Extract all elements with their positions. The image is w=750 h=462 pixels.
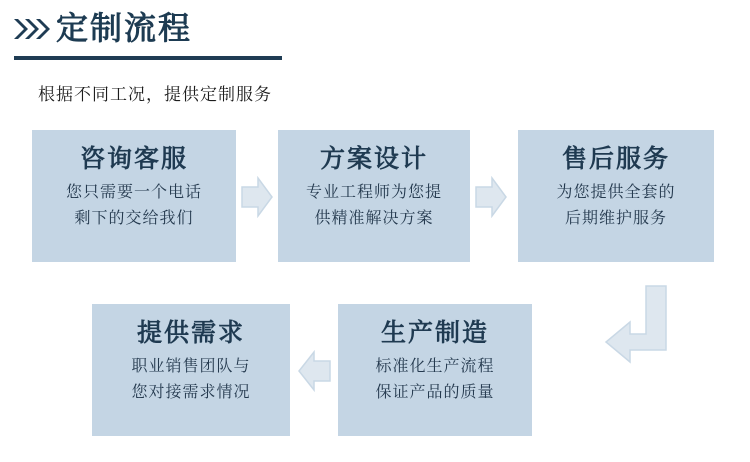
page-subtitle: 根据不同工况，提供定制服务 xyxy=(38,85,272,104)
arrow-down-left-icon xyxy=(604,284,670,374)
page-title: 定制流程 xyxy=(56,10,193,46)
flow-step-title: 咨询客服 xyxy=(79,145,188,173)
flow-step-box xyxy=(338,304,532,436)
flow-step-description-line: 职业销售团队与 xyxy=(131,358,251,375)
arrow-right-icon xyxy=(240,176,274,218)
triple-chevron-right-icon xyxy=(14,18,54,40)
flow-step-description xyxy=(278,180,470,232)
flow-step-box xyxy=(92,304,290,436)
flow-step-title: 生产制造 xyxy=(380,319,489,347)
flow-step-description xyxy=(518,180,714,232)
flow-step-description xyxy=(92,354,290,406)
flow-step-description xyxy=(32,180,236,232)
flow-step-box xyxy=(32,130,236,262)
page-header xyxy=(0,0,750,62)
arrow-left-icon xyxy=(296,350,332,392)
flow-step-box xyxy=(518,130,714,262)
flow-step-description-line: 为您提供全套的 xyxy=(556,184,676,201)
flow-step-title: 方案设计 xyxy=(319,145,428,173)
flow-step-description-line: 供精准解决方案 xyxy=(314,210,434,227)
flow-step-title: 售后服务 xyxy=(561,145,670,173)
title-underline xyxy=(14,56,282,60)
flow-step-description-line: 标准化生产流程 xyxy=(375,358,495,375)
arrow-right-icon xyxy=(474,176,508,218)
flow-step-description-line: 保证产品的质量 xyxy=(375,384,495,401)
flow-step-description xyxy=(338,354,532,406)
flow-step-description-line: 您只需要一个电话 xyxy=(65,184,202,201)
flow-step-box xyxy=(278,130,470,262)
flow-step-description-line: 后期维护服务 xyxy=(564,210,667,227)
flow-step-description-line: 剩下的交给我们 xyxy=(74,210,194,227)
flow-step-title: 提供需求 xyxy=(136,319,245,347)
flow-step-description-line: 您对接需求情况 xyxy=(131,384,251,401)
flow-step-description-line: 专业工程师为您提 xyxy=(305,184,442,201)
